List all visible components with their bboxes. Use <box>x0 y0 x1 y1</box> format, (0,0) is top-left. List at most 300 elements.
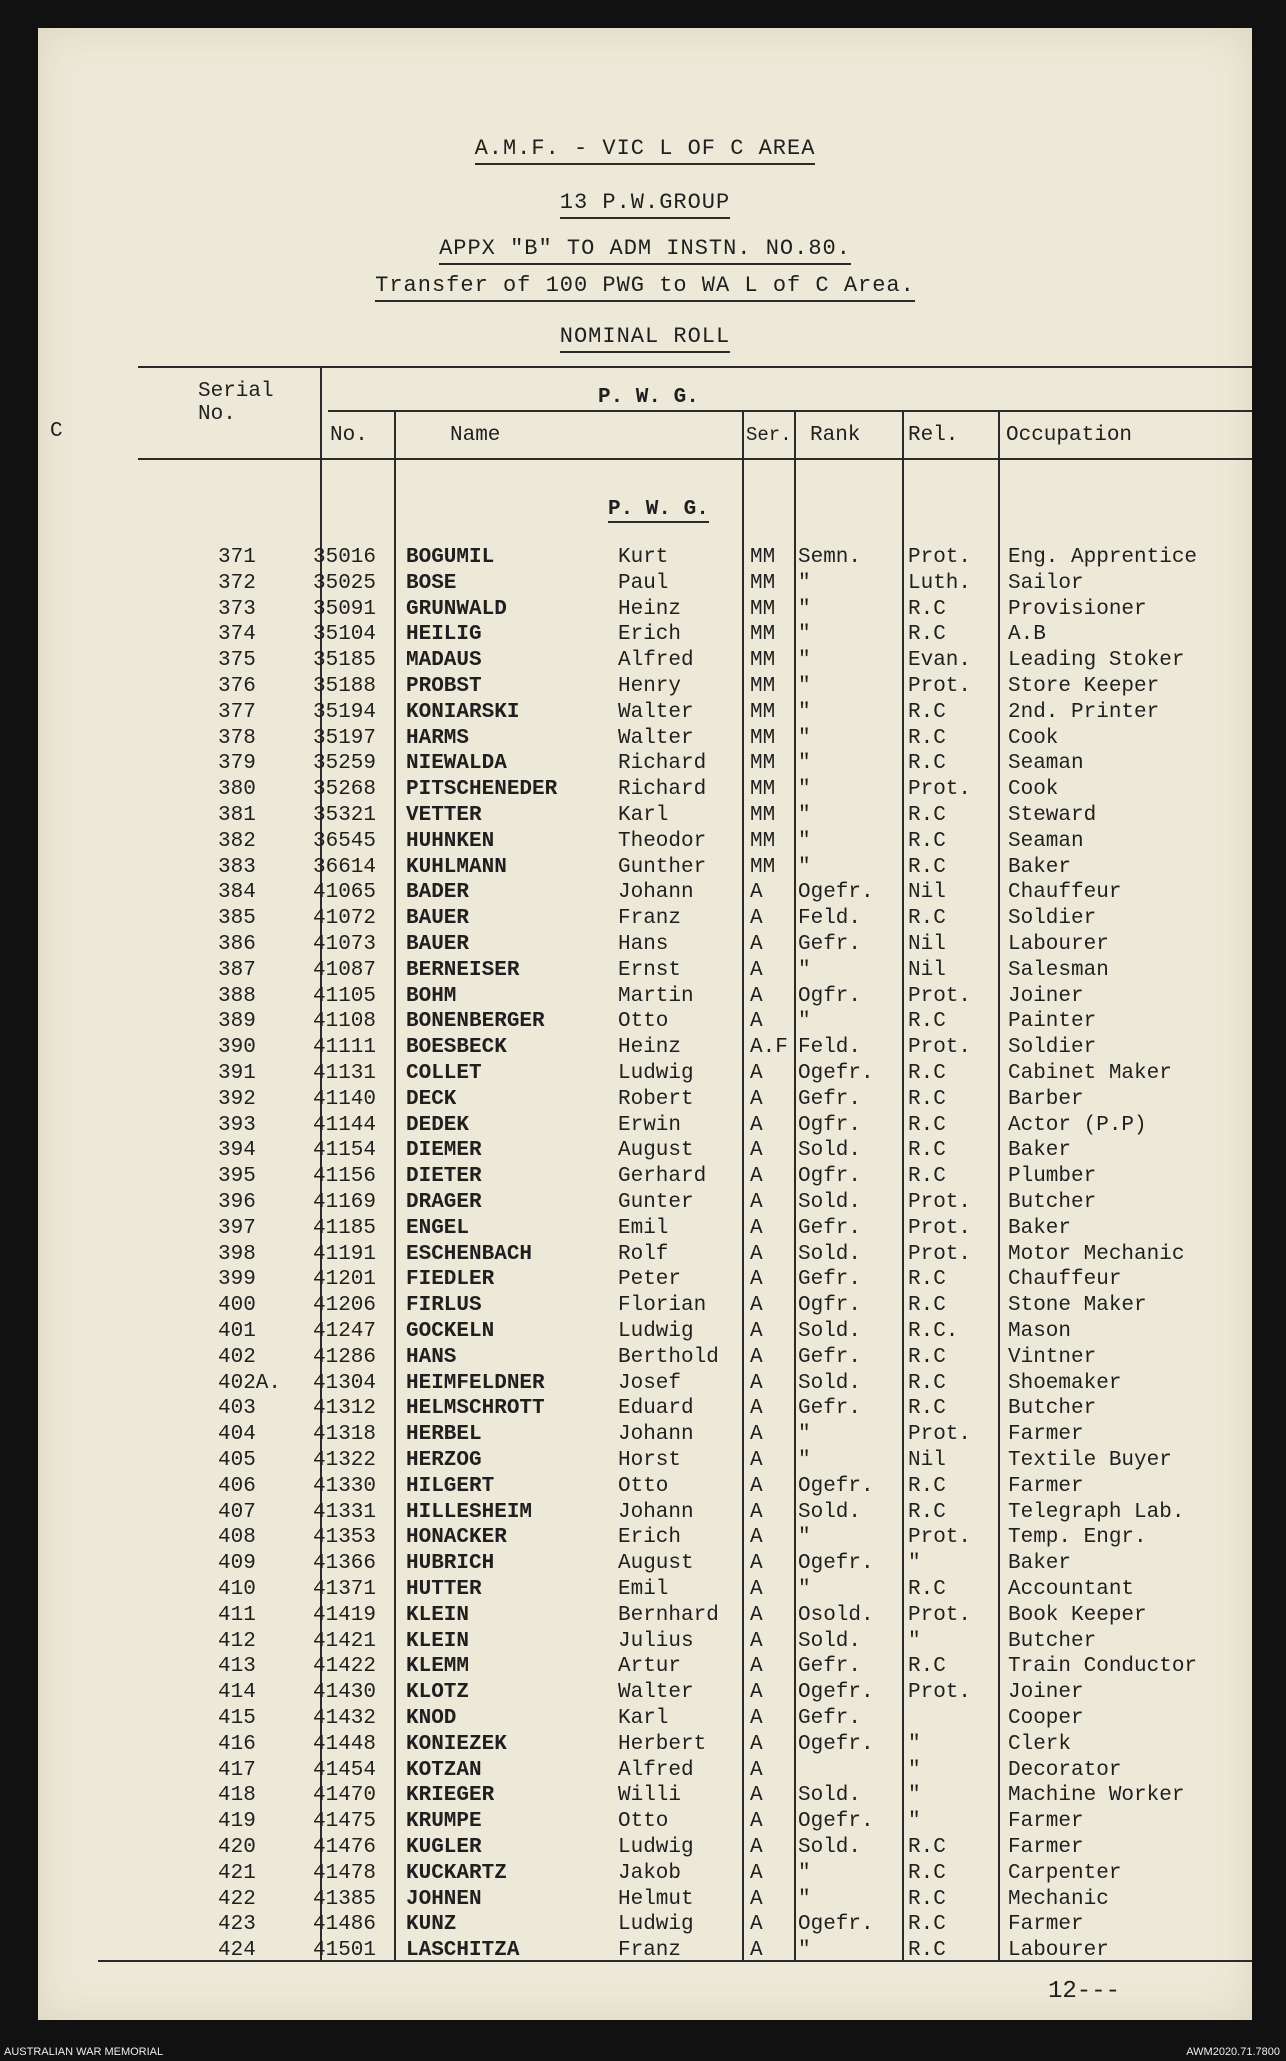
surname-cell: KRUMPE <box>406 1810 482 1834</box>
table-row <box>38 675 1252 700</box>
first-name-cell: Franz <box>618 907 682 931</box>
table-row <box>38 1397 1252 1422</box>
service-cell: A <box>750 1268 763 1292</box>
religion-cell: R.C <box>908 1345 946 1369</box>
rank-cell: Semn. <box>798 546 862 569</box>
rank-cell: Sold. <box>798 1191 862 1214</box>
first-name-cell: Paul <box>618 571 669 595</box>
rank-cell: " <box>798 829 811 853</box>
service-cell: A <box>750 1294 763 1318</box>
table-row <box>38 1552 1252 1577</box>
service-cell: MM <box>750 623 776 647</box>
surname-cell: HUTTER <box>406 1578 482 1601</box>
service-cell: A <box>750 1861 763 1885</box>
first-name-cell: Gunther <box>618 855 707 879</box>
surname-cell: BERNEISER <box>406 958 520 982</box>
occupation-cell: Train Conductor <box>1008 1655 1198 1679</box>
header-line-4: Transfer of 100 PWG to WA L of C Area. <box>38 273 1252 298</box>
religion-cell: Prot. <box>908 1681 972 1705</box>
occupation-cell: Barber <box>1008 1087 1084 1111</box>
surname-cell: DEDEK <box>406 1113 470 1137</box>
serial-no-cell: 401 <box>218 1320 256 1343</box>
serial-no-cell: 390 <box>218 1036 256 1060</box>
service-cell: A <box>750 1887 763 1911</box>
rank-cell: " <box>798 1887 811 1911</box>
occupation-cell: Stone Maker <box>1008 1294 1147 1318</box>
religion-cell: Evan. <box>908 649 972 673</box>
first-name-cell: Jakob <box>618 1861 682 1885</box>
serial-no-cell: 413 <box>218 1655 256 1679</box>
pw-number-cell: 41476 <box>313 1836 377 1859</box>
surname-cell: KLEMM <box>406 1655 470 1679</box>
religion-cell: R.C <box>908 1165 946 1189</box>
occupation-cell: Motor Mechanic <box>1008 1242 1185 1266</box>
table-row <box>38 1036 1252 1061</box>
table-row <box>38 1346 1252 1371</box>
rank-cell: Ogfr. <box>798 984 862 1008</box>
first-name-cell: Richard <box>618 752 707 776</box>
religion-cell: R.C <box>908 1087 946 1111</box>
rank-cell: Ogefr. <box>798 1474 874 1498</box>
service-cell: A.F <box>750 1036 788 1060</box>
pw-number-cell: 41470 <box>313 1784 377 1808</box>
surname-cell: BOHM <box>406 984 457 1008</box>
religion-cell: R.C <box>908 1113 946 1137</box>
first-name-cell: Artur <box>618 1655 682 1679</box>
religion-cell: " <box>908 1784 921 1808</box>
table-row <box>38 959 1252 984</box>
service-cell: A <box>750 1242 763 1266</box>
occupation-cell: 2nd. Printer <box>1008 700 1160 724</box>
occupation-cell: Decorator <box>1008 1758 1122 1782</box>
pw-number-cell: 35194 <box>313 700 377 724</box>
table-row <box>38 1784 1252 1809</box>
table-row <box>38 1243 1252 1268</box>
rank-cell: Ogefr. <box>798 881 874 905</box>
surname-cell: PITSCHENEDER <box>406 778 558 802</box>
surname-cell: KOTZAN <box>406 1758 482 1782</box>
serial-no-cell: 384 <box>218 881 256 905</box>
rank-cell: " <box>798 1423 811 1447</box>
religion-cell: R.C <box>908 1294 946 1318</box>
service-cell: A <box>750 1603 763 1627</box>
occupation-cell: Farmer <box>1008 1810 1084 1834</box>
religion-cell: R.C <box>908 1939 946 1963</box>
rank-cell: Gefr. <box>798 1268 862 1292</box>
table-row <box>38 804 1252 829</box>
occupation-cell: Plumber <box>1008 1165 1097 1189</box>
document-page <box>38 28 1252 2020</box>
rank-cell: " <box>798 804 811 827</box>
religion-cell: " <box>908 1758 921 1782</box>
serial-no-cell: 418 <box>218 1784 256 1808</box>
service-cell: A <box>750 907 763 931</box>
serial-no-cell: 379 <box>218 752 256 776</box>
service-cell: A <box>750 1784 763 1808</box>
religion-cell: Prot. <box>908 1423 972 1447</box>
religion-cell: Prot. <box>908 1242 972 1266</box>
table-row <box>38 881 1252 906</box>
rank-cell: Gefr. <box>798 1397 862 1421</box>
first-name-cell: Franz <box>618 1939 682 1963</box>
surname-cell: DIEMER <box>406 1139 482 1163</box>
rank-cell: Gefr. <box>798 1087 862 1111</box>
first-name-cell: Eduard <box>618 1397 694 1421</box>
first-name-cell: Ludwig <box>618 1913 694 1937</box>
serial-no-cell: 402A. <box>218 1371 282 1395</box>
occupation-cell: Baker <box>1008 1139 1072 1163</box>
service-cell: MM <box>750 700 776 724</box>
religion-cell: " <box>908 1629 921 1653</box>
surname-cell: HERBEL <box>406 1423 482 1447</box>
first-name-cell: Richard <box>618 778 707 802</box>
surname-cell: HUHNKEN <box>406 829 495 853</box>
table-row <box>38 1733 1252 1758</box>
occupation-cell: Sailor <box>1008 571 1084 595</box>
pw-number-cell: 41131 <box>313 1062 377 1085</box>
service-cell: A <box>750 1655 763 1679</box>
serial-no-cell: 371 <box>218 546 256 569</box>
religion-cell: R.C <box>908 726 946 750</box>
table-top-rule <box>138 366 1252 368</box>
occupation-cell: Cooper <box>1008 1707 1084 1730</box>
pw-number-cell: 41475 <box>313 1810 377 1834</box>
surname-cell: DECK <box>406 1087 457 1111</box>
pw-number-cell: 41156 <box>313 1165 377 1189</box>
religion-cell: R.C <box>908 1887 946 1911</box>
serial-no-cell: 398 <box>218 1242 256 1266</box>
serial-no-cell: 388 <box>218 984 256 1008</box>
serial-no-cell: 421 <box>218 1861 256 1885</box>
page-number: 12--- <box>1048 1978 1121 2005</box>
first-name-cell: Gerhard <box>618 1165 707 1189</box>
surname-cell: KONIARSKI <box>406 700 520 724</box>
surname-cell: HARMS <box>406 726 470 750</box>
surname-cell: HERZOG <box>406 1449 482 1472</box>
surname-cell: HEILIG <box>406 623 482 647</box>
table-row <box>38 1810 1252 1835</box>
rank-cell: Feld. <box>798 1036 862 1060</box>
table-row <box>38 1888 1252 1913</box>
religion-cell: R.C <box>908 1578 946 1601</box>
pwg-header: P. W. G. <box>598 386 699 409</box>
service-cell: MM <box>750 675 776 698</box>
first-name-cell: Ernst <box>618 958 682 982</box>
rank-cell: " <box>798 675 811 698</box>
service-cell: A <box>750 1939 763 1963</box>
pw-number-cell: 41371 <box>313 1578 377 1601</box>
rank-cell: Ogefr. <box>798 1062 874 1085</box>
surname-cell: FIEDLER <box>406 1268 495 1292</box>
pw-number-cell: 41422 <box>313 1655 377 1679</box>
occupation-cell: Baker <box>1008 855 1072 879</box>
occupation-cell: Carpenter <box>1008 1861 1122 1885</box>
pw-number-cell: 41478 <box>313 1861 377 1885</box>
rank-cell: Sold. <box>798 1500 862 1524</box>
pw-number-cell: 41065 <box>313 881 377 905</box>
surname-cell: HILLESHEIM <box>406 1500 533 1524</box>
pw-number-cell: 41322 <box>313 1449 377 1472</box>
pw-number-cell: 41247 <box>313 1320 377 1343</box>
occupation-cell: Chauffeur <box>1008 881 1122 905</box>
table-row <box>38 1604 1252 1629</box>
service-cell: A <box>750 1113 763 1137</box>
religion-cell: Prot. <box>908 778 972 802</box>
serial-no-cell: 402 <box>218 1345 256 1369</box>
pw-number-cell: 36614 <box>313 855 377 879</box>
table-row <box>38 1836 1252 1861</box>
service-cell: MM <box>750 726 776 750</box>
pw-number-cell: 41385 <box>313 1887 377 1911</box>
serial-no-cell: 414 <box>218 1681 256 1705</box>
service-cell: A <box>750 1500 763 1524</box>
rank-cell: Ogfr. <box>798 1113 862 1137</box>
religion-cell: Prot. <box>908 546 972 569</box>
surname-cell: FIRLUS <box>406 1294 482 1318</box>
serial-no-cell: 407 <box>218 1500 256 1524</box>
serial-no-cell: 420 <box>218 1836 256 1859</box>
service-cell: MM <box>750 597 776 621</box>
occupation-cell: Mason <box>1008 1320 1072 1343</box>
religion-cell: R.C <box>908 1913 946 1937</box>
occupation-cell: Eng. Apprentice <box>1008 546 1198 569</box>
service-cell: A <box>750 1707 763 1730</box>
service-cell: A <box>750 984 763 1008</box>
first-name-cell: Walter <box>618 1681 694 1705</box>
credit-left: AUSTRALIAN WAR MEMORIAL <box>4 2046 164 2058</box>
serial-no-cell: 395 <box>218 1165 256 1189</box>
surname-cell: MADAUS <box>406 649 482 673</box>
religion-cell: Prot. <box>908 1603 972 1627</box>
rank-cell: " <box>798 752 811 776</box>
religion-cell: R.C <box>908 1474 946 1498</box>
first-name-cell: Walter <box>618 700 694 724</box>
serial-no-cell: 393 <box>218 1113 256 1137</box>
table-row <box>38 623 1252 648</box>
rank-cell: Gefr. <box>798 1216 862 1240</box>
occupation-cell: Leading Stoker <box>1008 649 1185 673</box>
surname-cell: GRUNWALD <box>406 597 507 621</box>
first-name-cell: Peter <box>618 1268 682 1292</box>
occupation-cell: Seaman <box>1008 752 1084 776</box>
pw-number-cell: 35185 <box>313 649 377 673</box>
table-row <box>38 1526 1252 1551</box>
pw-number-cell: 35268 <box>313 778 377 802</box>
serial-no-cell: 403 <box>218 1397 256 1421</box>
header-bottom-rule <box>138 458 1252 460</box>
serial-no-cell: 396 <box>218 1191 256 1214</box>
pw-number-cell: 41331 <box>313 1500 377 1524</box>
table-row <box>38 1681 1252 1706</box>
service-cell: A <box>750 1216 763 1240</box>
serial-no-cell: 389 <box>218 1010 256 1034</box>
service-cell: A <box>750 1087 763 1111</box>
header-line-3: APPX "B" TO ADM INSTN. NO.80. <box>38 236 1252 261</box>
surname-cell: DRAGER <box>406 1191 482 1214</box>
surname-cell: COLLET <box>406 1062 482 1085</box>
pw-number-cell: 41072 <box>313 907 377 931</box>
religion-cell: Prot. <box>908 1191 972 1214</box>
serial-no-cell: 415 <box>218 1707 256 1730</box>
serial-no-cell: 382 <box>218 829 256 853</box>
first-name-cell: August <box>618 1552 694 1576</box>
occupation-cell: Book Keeper <box>1008 1603 1147 1627</box>
table-row <box>38 1320 1252 1345</box>
table-row <box>38 1475 1252 1500</box>
service-cell: A <box>750 958 763 982</box>
pw-number-cell: 41144 <box>313 1113 377 1137</box>
serial-no-cell: 375 <box>218 649 256 673</box>
occupation-cell: Vintner <box>1008 1345 1097 1369</box>
surname-cell: KLEIN <box>406 1629 470 1653</box>
first-name-cell: Henry <box>618 675 682 698</box>
occupation-cell: Shoemaker <box>1008 1371 1122 1395</box>
table-row <box>38 572 1252 597</box>
serial-no-cell: 397 <box>218 1216 256 1240</box>
table-row <box>38 649 1252 674</box>
serial-no-cell: 409 <box>218 1552 256 1576</box>
rank-header: Rank <box>810 424 861 447</box>
first-name-cell: Herbert <box>618 1732 707 1756</box>
occupation-cell: Soldier <box>1008 907 1097 931</box>
occupation-cell: Farmer <box>1008 1423 1084 1447</box>
service-cell: A <box>750 1371 763 1395</box>
table-row <box>38 1501 1252 1526</box>
serial-no-cell: 378 <box>218 726 256 750</box>
first-name-cell: Erwin <box>618 1113 682 1137</box>
surname-cell: BOESBECK <box>406 1036 507 1060</box>
religion-cell: Nil <box>908 958 946 982</box>
serial-no-cell: 400 <box>218 1294 256 1318</box>
surname-cell: BAUER <box>406 907 470 931</box>
table-row <box>38 1372 1252 1397</box>
pw-number-cell: 41206 <box>313 1294 377 1318</box>
service-cell: A <box>750 1397 763 1421</box>
religion-cell: Prot. <box>908 984 972 1008</box>
occupation-cell: Baker <box>1008 1216 1072 1240</box>
serial-no-cell: 383 <box>218 855 256 879</box>
header-line-1: A.M.F. - VIC L OF C AREA <box>38 136 1252 161</box>
surname-cell: DIETER <box>406 1165 482 1189</box>
service-cell: A <box>750 1836 763 1859</box>
rank-cell: Ogefr. <box>798 1681 874 1705</box>
surname-cell: HANS <box>406 1345 457 1369</box>
pw-number-cell: 41105 <box>313 984 377 1008</box>
serial-no-cell: 423 <box>218 1913 256 1937</box>
table-row <box>38 1191 1252 1216</box>
rank-cell: Sold. <box>798 1139 862 1163</box>
serial-no-cell: 386 <box>218 933 256 956</box>
first-name-cell: Otto <box>618 1810 669 1834</box>
first-name-cell: Emil <box>618 1578 669 1601</box>
surname-cell: JOHNEN <box>406 1887 482 1911</box>
serial-no-cell: 372 <box>218 571 256 595</box>
rank-cell: Ogefr. <box>798 1810 874 1834</box>
service-cell: A <box>750 1629 763 1653</box>
occupation-cell: Temp. Engr. <box>1008 1526 1147 1550</box>
rank-cell: " <box>798 597 811 621</box>
religion-cell: Prot. <box>908 675 972 698</box>
first-name-cell: Willi <box>618 1784 682 1808</box>
surname-cell: BOGUMIL <box>406 546 495 569</box>
surname-cell: KUCKARTZ <box>406 1861 507 1885</box>
service-cell: A <box>750 1191 763 1214</box>
service-cell: A <box>750 1423 763 1447</box>
first-name-cell: Theodor <box>618 829 707 853</box>
rank-cell: " <box>798 1861 811 1885</box>
first-name-cell: Erich <box>618 1526 682 1550</box>
table-row <box>38 1578 1252 1603</box>
rank-cell: " <box>798 778 811 802</box>
first-name-cell: Johann <box>618 881 694 905</box>
religion-cell: R.C <box>908 907 946 931</box>
surname-cell: HELMSCHROTT <box>406 1397 545 1421</box>
pw-number-cell: 41154 <box>313 1139 377 1163</box>
surname-cell: KRIEGER <box>406 1784 495 1808</box>
rank-cell: Ogefr. <box>798 1552 874 1576</box>
pw-number-cell: 41073 <box>313 933 377 956</box>
pw-number-cell: 41140 <box>313 1087 377 1111</box>
pw-number-cell: 35188 <box>313 675 377 698</box>
religion-cell: R.C <box>908 1836 946 1859</box>
religion-cell: R.C <box>908 1010 946 1034</box>
no-header: No. <box>330 424 368 447</box>
pw-number-cell: 35259 <box>313 752 377 776</box>
surname-cell: KLEIN <box>406 1603 470 1627</box>
table-row <box>38 1294 1252 1319</box>
service-cell: A <box>750 1681 763 1705</box>
religion-cell: Nil <box>908 933 946 956</box>
occupation-cell: Actor (P.P) <box>1008 1113 1147 1137</box>
occupation-cell: Joiner <box>1008 1681 1084 1705</box>
religion-cell: R.C <box>908 829 946 853</box>
serial-no-cell: 394 <box>218 1139 256 1163</box>
service-cell: A <box>750 1165 763 1189</box>
occupation-cell: Cabinet Maker <box>1008 1062 1172 1085</box>
first-name-cell: Erich <box>618 623 682 647</box>
service-cell: MM <box>750 752 776 776</box>
rank-cell: Gefr. <box>798 1707 862 1730</box>
rank-cell: " <box>798 958 811 982</box>
rank-cell: " <box>798 1010 811 1034</box>
pw-number-cell: 41421 <box>313 1629 377 1653</box>
table-row <box>38 856 1252 881</box>
service-cell: MM <box>750 829 776 853</box>
religion-cell: " <box>908 1552 921 1576</box>
pw-number-cell: 41087 <box>313 958 377 982</box>
occupation-cell: Butcher <box>1008 1629 1097 1653</box>
rank-cell: Ogfr. <box>798 1294 862 1318</box>
first-name-cell: Alfred <box>618 1758 694 1782</box>
occupation-cell: Farmer <box>1008 1913 1084 1937</box>
pw-number-cell: 41286 <box>313 1345 377 1369</box>
religion-cell: R.C <box>908 1397 946 1421</box>
occupation-cell: Farmer <box>1008 1836 1084 1859</box>
table-row <box>38 985 1252 1010</box>
rank-cell: " <box>798 1578 811 1601</box>
first-name-cell: Johann <box>618 1423 694 1447</box>
table-row <box>38 1759 1252 1784</box>
serial-no-cell: 412 <box>218 1629 256 1653</box>
service-cell: A <box>750 881 763 905</box>
rank-cell: " <box>798 700 811 724</box>
serial-no-cell: 381 <box>218 804 256 827</box>
table-row <box>38 1913 1252 1938</box>
first-name-cell: Helmut <box>618 1887 694 1911</box>
religion-cell: R.C <box>908 1500 946 1524</box>
pw-number-cell: 41191 <box>313 1242 377 1266</box>
table-row <box>38 1088 1252 1113</box>
